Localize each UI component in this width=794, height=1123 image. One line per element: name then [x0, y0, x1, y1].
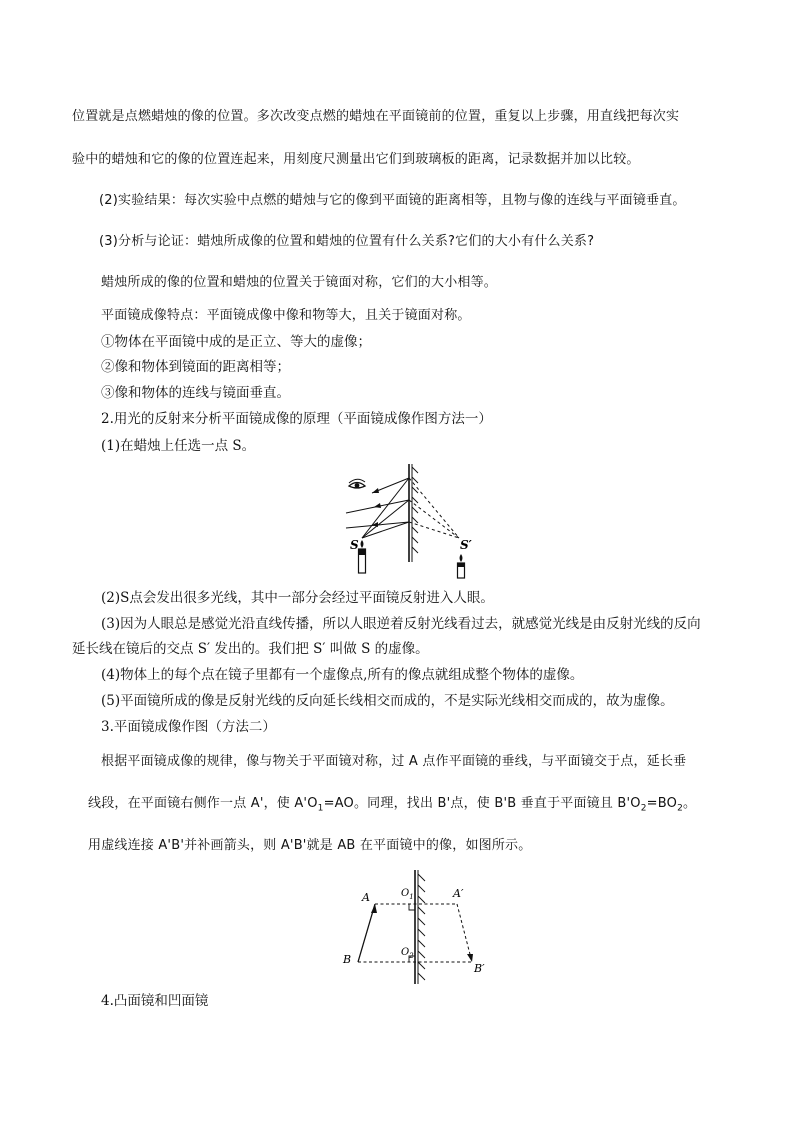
- step-line: 延长线在镜后的交点 S′ 发出的。我们把 S′ 叫做 S 的虚像。: [72, 641, 429, 657]
- method-two-text: 用虚线连接 A'B'并补画箭头，则 A'B'就是 AB 在平面镜中的像，如图所示。: [88, 838, 532, 853]
- label-s: S: [350, 538, 359, 552]
- paragraph-line: 验中的蜡烛和它的像的位置连起来，用刻度尺测量出它们到玻璃板的距离，记录数据并加以比较。: [72, 152, 640, 167]
- mirror-reflection-figure: [340, 458, 490, 580]
- arrowhead: [467, 954, 473, 962]
- section-heading: 2.用光的反射来分析平面镜成像的原理（平面镜成像作图方法一）: [101, 411, 492, 427]
- mirror-features-heading: 平面镜成像特点：平面镜成像中像和物等大，且关于镜面对称。: [101, 308, 471, 323]
- step-line: (4)物体上的每个点在镜子里都有一个虚像点,所有的像点就组成整个物体的虚像。: [101, 667, 584, 683]
- label-b: B: [343, 953, 352, 966]
- label-a-prime: A′: [453, 887, 464, 900]
- virtual-extensions: [409, 478, 459, 538]
- plane-mirror: [409, 464, 418, 562]
- method-two-text: 根据平面镜成像的规律，像与物关于平面镜对称，过 A 点作平面镜的垂线，与平面镜交于点，延长垂: [101, 754, 687, 769]
- paragraph-line: 位置就是点燃蜡烛的像的位置。多次改变点燃的蜡烛在平面镜前的位置，重复以上步骤，用直线把每次实: [72, 109, 680, 124]
- candle-icon: [359, 540, 366, 573]
- step-line: (3)因为人眼总是感觉光沿直线传播，所以人眼逆着反射光线看过去，就感觉光线是由反射光线的反向: [101, 616, 701, 632]
- feature-item: ①物体在平面镜中成的是正立、等大的虚像；: [101, 334, 371, 350]
- text-run: 。: [683, 796, 697, 811]
- step-line: (5)平面镜所成的像是反射光线的反向延长线相交而成的，不是实际光线相交而成的，故为虚像。: [101, 693, 674, 709]
- plane-mirror: [415, 870, 425, 984]
- analysis-question: (3)分析与论证：蜡烛所成像的位置和蜡烛的位置有什么关系?它们的大小有什么关系?: [99, 234, 595, 249]
- step-line: (1)在蜡烛上任选一点 S。: [101, 438, 256, 454]
- virtual-candle-icon: [458, 554, 465, 578]
- text-run: 线段，在平面镜右侧作一点 A'，使 A'O: [88, 796, 318, 811]
- subscript: 2: [640, 803, 647, 814]
- label-o2: $O_2$: [401, 947, 414, 960]
- feature-item: ③像和物体的连线与镜面垂直。: [101, 385, 290, 401]
- text-run: =BO: [646, 796, 678, 811]
- label-a: A: [362, 891, 370, 904]
- label-o1: $O_1$: [401, 888, 414, 901]
- method-two-text: [88, 795, 696, 818]
- section-heading: 4.凸面镜和凹面镜: [101, 993, 209, 1009]
- mirror-image-construction-figure: [335, 866, 495, 988]
- label-b-prime: B′: [474, 962, 485, 975]
- step-line: (2)S点会发出很多光线，其中一部分会经过平面镜反射进入人眼。: [101, 590, 494, 606]
- text-run: =AO。同理，找出 B'点，使 B'B 垂直于平面镜且 B'O: [323, 796, 641, 811]
- eye-icon: [349, 479, 365, 488]
- feature-item: ②像和物体到镜面的距离相等；: [101, 359, 290, 375]
- analysis-answer: 蜡烛所成的像的位置和蜡烛的位置关于镜面对称，它们的大小相等。: [101, 275, 498, 290]
- subscript: 2: [677, 803, 684, 814]
- subscript: 1: [317, 803, 324, 814]
- experiment-result: (2)实验结果：每次实验中点燃的蜡烛与它的像到平面镜的距离相等，且物与像的连线与平面镜垂直。: [99, 193, 686, 208]
- section-heading: 3.平面镜成像作图（方法二）: [101, 719, 276, 735]
- label-s-prime: S′: [460, 538, 472, 552]
